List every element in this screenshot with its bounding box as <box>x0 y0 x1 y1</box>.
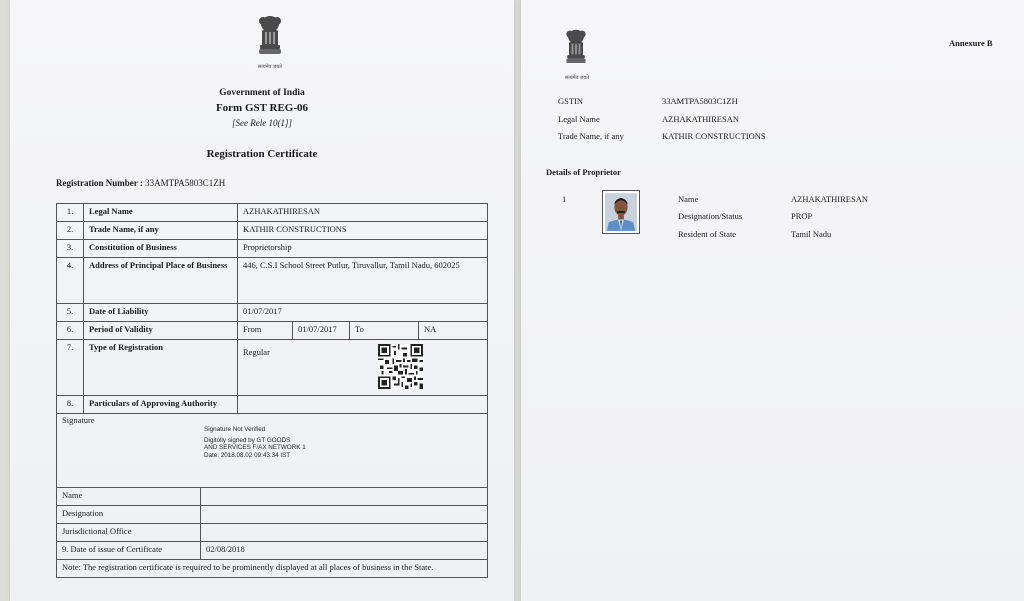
certificate-table <box>56 203 488 578</box>
row-value-constitution: Proprietorship <box>238 240 488 258</box>
row-label-constitution: Constitution of Business <box>84 240 238 258</box>
authority-designation-label: Designation <box>57 506 201 524</box>
signature-status: Signature Not Verified <box>204 426 266 433</box>
national-emblem-icon <box>561 28 591 70</box>
legal-name-label: Legal Name <box>558 114 600 124</box>
form-heading: Form GST REG-06 <box>215 102 309 114</box>
registration-number-label: Registration Number : <box>56 178 143 188</box>
certificate-note: Note: The registration certificate is required to be prominently displayed at all places of business in the State. <box>62 562 434 572</box>
proprietor-name-label: Name <box>678 194 699 204</box>
row-label-date-of-liability: Date of Liability <box>84 304 238 322</box>
national-emblem-icon <box>253 14 287 62</box>
row-label-approving-authority: Particulars of Approving Authority <box>84 396 238 414</box>
designation-status-label: Designation/Status <box>678 211 743 221</box>
registration-type: Regular <box>243 347 270 357</box>
row-label-type-of-registration: Type of Registration <box>84 340 238 396</box>
government-heading: Government of India <box>219 88 305 98</box>
row-number: 8. <box>57 396 84 414</box>
row-label-legal-name: Legal Name <box>84 204 238 222</box>
row-number: 7. <box>57 340 84 396</box>
signature-label: Signature <box>62 415 95 425</box>
row-number: 4. <box>57 258 84 304</box>
row-value-trade-name: KATHIR CONSTRUCTIONS <box>238 222 488 240</box>
validity-to-label: To <box>350 322 419 340</box>
row-number: 3. <box>57 240 84 258</box>
validity-to-value: NA <box>419 322 488 340</box>
date-of-issue-label: 9. Date of issue of Certificate <box>57 542 201 560</box>
row-label-period-of-validity: Period of Validity <box>84 322 238 340</box>
registration-certificate-page <box>10 0 514 601</box>
signature-line-3: Date: 2018.08.02 09:43:34 IST <box>204 451 291 459</box>
digital-signature-block <box>204 426 306 459</box>
page-gap <box>514 0 521 601</box>
row-label-address: Address of Principal Place of Business <box>84 258 238 304</box>
resident-state-label: Resident of State <box>678 229 737 239</box>
row-value-legal-name: AZHAKATHIRESAN <box>238 204 488 222</box>
trade-name-label: Trade Name, if any <box>558 131 624 141</box>
proprietor-photo <box>602 190 640 234</box>
signature-line-1: Digitolly signed by GT GOODS <box>204 436 291 444</box>
rule-reference: [See Rele 10(1]] <box>232 118 292 128</box>
designation-status-value: PROP <box>791 211 813 221</box>
authority-designation-value <box>201 506 488 524</box>
validity-from-value: 01/07/2017 <box>293 322 350 340</box>
registration-number-value: 33AMTPA5803C1ZH <box>145 178 226 188</box>
emblem-caption: सत्यमेव जयते <box>564 76 590 81</box>
jurisdictional-office-label: Jurisdictional Office <box>57 524 201 542</box>
trade-name-value: KATHIR CONSTRUCTIONS <box>662 131 766 141</box>
row-value-approving-authority <box>238 396 488 414</box>
certificate-title: Registration Certificate <box>206 148 318 160</box>
annexure-page <box>521 0 1024 601</box>
emblem-caption: सत्यमेव जयते <box>257 65 283 70</box>
row-value-date-of-liability: 01/07/2017 <box>238 304 488 322</box>
signature-line-2: AND SERVICES F/AX NETWORK 1 <box>204 444 306 452</box>
annexure-title: Annexure B <box>949 38 993 48</box>
proprietor-name-value: AZHAKATHIRESAN <box>791 194 868 204</box>
row-label-trade-name: Trade Name, if any <box>84 222 238 240</box>
proprietor-index: 1 <box>562 194 567 204</box>
row-value-type-of-registration <box>238 340 488 396</box>
row-number: 6. <box>57 322 84 340</box>
authority-name-value <box>201 488 488 506</box>
legal-name-value: AZHAKATHIRESAN <box>662 114 739 124</box>
validity-from-label: From <box>238 322 293 340</box>
row-number: 5. <box>57 304 84 322</box>
registration-number <box>56 178 225 188</box>
row-value-address: 446, C.S.I School Street Putlur, Tiruvallur, Tamil Nadu, 602025 <box>238 258 488 304</box>
date-of-issue-value: 02/08/2018 <box>201 542 488 560</box>
qr-code <box>378 344 423 389</box>
gstin-value: 33AMTPA5803C1ZH <box>662 96 738 106</box>
gstin-label: GSTIN <box>558 96 584 106</box>
row-number: 1. <box>57 204 84 222</box>
jurisdictional-office-value <box>201 524 488 542</box>
authority-name-label: Name <box>57 488 201 506</box>
resident-state-value: Tamil Nadu <box>791 229 832 239</box>
row-number: 2. <box>57 222 84 240</box>
proprietor-section-title: Details of Proprietor <box>546 167 621 177</box>
